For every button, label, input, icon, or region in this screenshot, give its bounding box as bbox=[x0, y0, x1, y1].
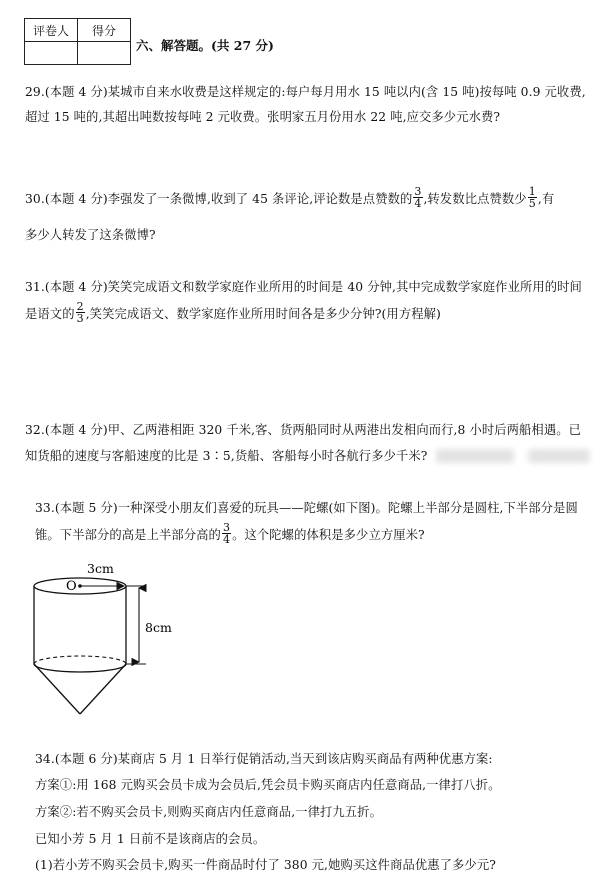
q34-plan2: 方案②:若不购买会员卡,则购买商店内任意商品,一律打九五折。 bbox=[35, 805, 382, 819]
watermark-blur-1 bbox=[436, 449, 514, 463]
score-header: 得分 bbox=[78, 19, 131, 42]
q30-text-b: ,转发数比点赞数少 bbox=[423, 192, 527, 206]
center-label: O bbox=[66, 579, 77, 594]
radius-label: 3cm bbox=[87, 561, 114, 576]
q31-line1: 31.(本题 4 分)笑笑完成语文和数学家庭作业所用的时间是 40 分钟,其中完成数学家庭作业所用的时间 bbox=[25, 280, 582, 294]
q33-fraction: $\frac{3}{4}$ bbox=[222, 521, 231, 546]
spinning-top-figure bbox=[20, 556, 190, 721]
cylinder-bottom-back bbox=[34, 656, 126, 664]
q34-sub1: (1)若小芳不购买会员卡,购买一件商品时付了 380 元,她购买这件商品优惠了多少元? bbox=[35, 858, 496, 872]
q31-text-b: ,笑笑完成语文、数学家庭作业所用时间各是多少分钟?(用方程解) bbox=[85, 307, 441, 321]
q29-line2: 超过 15 吨的,其超出吨数按每吨 2 元收费。张明家五月份用水 22 吨,应交多少元水费? bbox=[25, 110, 501, 124]
q30-fraction-2: $\frac{1}{5}$ bbox=[528, 185, 536, 210]
score-cell bbox=[78, 42, 131, 65]
section-title: 六、解答题。(共 27 分) bbox=[136, 38, 274, 53]
q34-known: 已知小芳 5 月 1 日前不是该商店的会员。 bbox=[35, 832, 266, 846]
watermark-blur-2 bbox=[528, 449, 590, 463]
q30-text-c: ,有 bbox=[537, 192, 555, 206]
reviewer-cell bbox=[25, 42, 78, 65]
q34-plan1: 方案①:用 168 元购买会员卡成为会员后,凭会员卡购买商店内任意商品,一律打八折。 bbox=[35, 778, 501, 792]
q30-fraction-1: $\frac{3}{4}$ bbox=[414, 185, 422, 210]
q33-line2 bbox=[35, 521, 425, 547]
q33-line1: 33.(本题 5 分)一种深受小朋友们喜爱的玩具——陀螺(如下图)。陀螺上半部分是圆柱,下半部分是圆 bbox=[35, 501, 578, 515]
q30-text-a: 30.(本题 4 分)李强发了一条微博,收到了 45 条评论,评论数是点赞数的 bbox=[25, 192, 413, 206]
q30-line2: 多少人转发了这条微博? bbox=[25, 228, 156, 242]
height-label: 8cm bbox=[145, 620, 172, 635]
score-table bbox=[24, 18, 131, 65]
q32-line2: 知货船的速度与客船速度的比是 3∶5,货船、客船每小时各航行多少千米? bbox=[25, 449, 428, 463]
q31-fraction: $\frac{2}{3}$ bbox=[76, 300, 84, 325]
q34-line1: 34.(本题 6 分)某商店 5 月 1 日举行促销活动,当天到该店购买商品有两种优惠方案: bbox=[35, 752, 493, 766]
q33-text-a: 锥。下半部分的高是上半部分高的 bbox=[35, 528, 221, 542]
q30-line1 bbox=[25, 185, 555, 211]
q31-line2 bbox=[25, 300, 441, 326]
reviewer-header: 评卷人 bbox=[25, 19, 78, 42]
q31-text-a: 是语文的 bbox=[25, 307, 75, 321]
q33-text-b: 。这个陀螺的体积是多少立方厘米? bbox=[232, 528, 425, 542]
q32-line1: 32.(本题 4 分)甲、乙两港相距 320 千米,客、货两船同时从两港出发相向而行,8 小时后两船相遇。已 bbox=[25, 423, 582, 437]
cylinder-bottom-front bbox=[34, 664, 126, 672]
q29-line1: 29.(本题 4 分)某城市自来水收费是这样规定的:每户每月用水 15 吨以内(含 15 吨)按每吨 0.9 元收费, bbox=[25, 85, 586, 99]
